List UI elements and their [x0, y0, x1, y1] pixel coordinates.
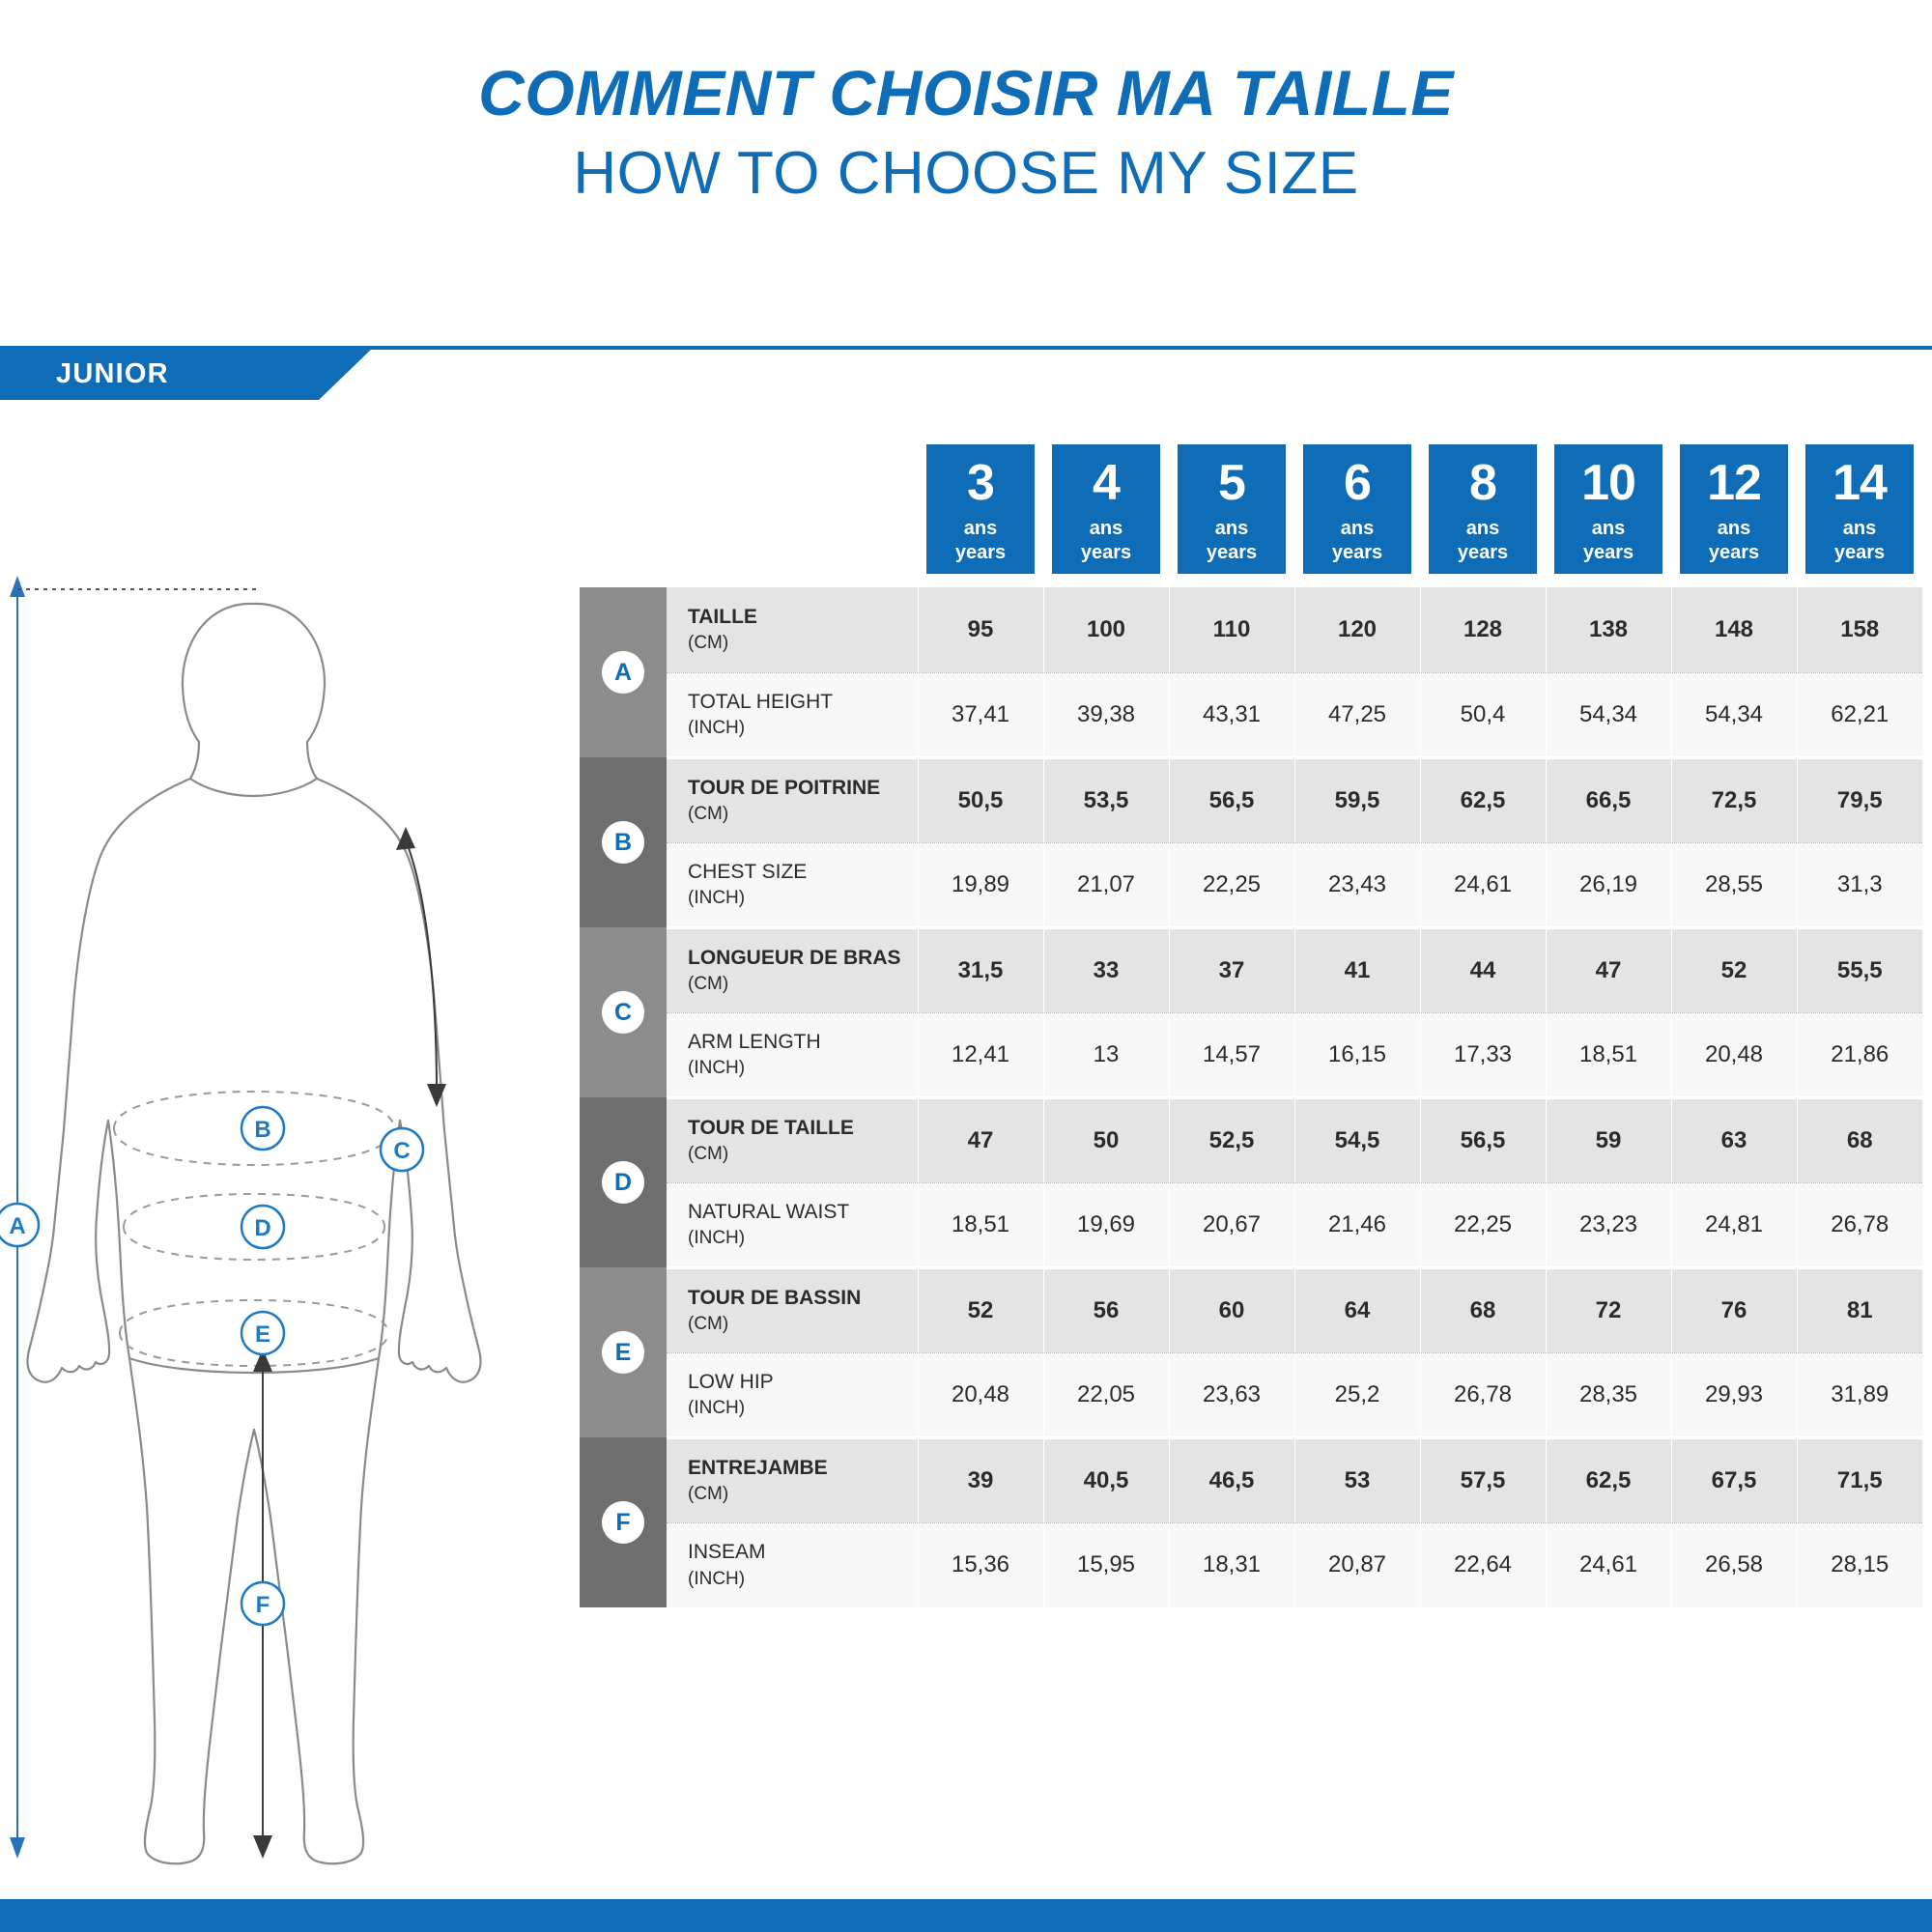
page-title-en: HOW TO CHOOSE MY SIZE [573, 139, 1359, 207]
age-box [1805, 444, 1914, 574]
age-unit-en: years [1582, 542, 1634, 563]
measurement-value: 40,5 [1043, 1437, 1169, 1522]
measurement-value: 43,31 [1169, 672, 1294, 757]
age-number: 3 [967, 455, 994, 511]
measurement-unit: (CM) [688, 803, 729, 824]
measurement-value: 62,21 [1797, 672, 1922, 757]
measurement-value: 26,19 [1546, 842, 1671, 927]
band-tab-slant [319, 346, 375, 400]
measurement-value: 37,41 [918, 672, 1043, 757]
age-column-header [1043, 444, 1169, 587]
measurement-value: 67,5 [1671, 1437, 1797, 1522]
measurement-value: 39 [918, 1437, 1043, 1522]
age-unit-en: years [1080, 542, 1132, 563]
age-column-header [918, 444, 1043, 587]
measurement-value: 53 [1294, 1437, 1420, 1522]
measurement-value: 46,5 [1169, 1437, 1294, 1522]
measurement-unit: (INCH) [688, 1397, 746, 1418]
measurement-value: 20,48 [918, 1352, 1043, 1437]
measurement-value: 24,61 [1546, 1522, 1671, 1607]
measurement-value: 50,5 [918, 757, 1043, 842]
measurement-label-cell [667, 1437, 918, 1522]
measurement-value: 47 [918, 1097, 1043, 1182]
age-box [1429, 444, 1537, 574]
measurement-value: 52 [918, 1267, 1043, 1352]
measurement-value: 14,57 [1169, 1012, 1294, 1097]
spacer-cell [580, 444, 667, 587]
measurement-value: 148 [1671, 587, 1797, 672]
measurement-value: 44 [1420, 927, 1546, 1012]
measurement-value: 52,5 [1169, 1097, 1294, 1182]
age-box [1178, 444, 1286, 574]
measurement-unit: (CM) [688, 1483, 729, 1504]
measurement-value: 28,55 [1671, 842, 1797, 927]
measurement-value: 19,89 [918, 842, 1043, 927]
measurement-value: 28,15 [1797, 1522, 1922, 1607]
measurement-value: 72 [1546, 1267, 1671, 1352]
measurement-value: 22,05 [1043, 1352, 1169, 1437]
age-column-header [1169, 444, 1294, 587]
age-unit-fr: ans [1591, 518, 1626, 539]
age-number: 6 [1344, 455, 1371, 511]
measurement-value: 50,4 [1420, 672, 1546, 757]
measurement-value: 68 [1420, 1267, 1546, 1352]
measurement-value: 18,51 [1546, 1012, 1671, 1097]
measurement-value: 110 [1169, 587, 1294, 672]
measurement-letter-cell [580, 587, 667, 757]
measurement-value: 54,5 [1294, 1097, 1420, 1182]
category-band [0, 346, 1932, 400]
measurement-letter-badge: C [602, 991, 644, 1034]
measurement-value: 21,86 [1797, 1012, 1922, 1097]
measurement-value: 26,78 [1420, 1352, 1546, 1437]
measurement-value: 20,48 [1671, 1012, 1797, 1097]
measurement-letter-badge: F [602, 1501, 644, 1544]
measurement-row [580, 1267, 1922, 1352]
measurement-value: 21,07 [1043, 842, 1169, 927]
measurement-value: 15,36 [918, 1522, 1043, 1607]
measurement-value: 72,5 [1671, 757, 1797, 842]
measurement-value: 18,51 [918, 1182, 1043, 1267]
measurement-value: 79,5 [1797, 757, 1922, 842]
measurement-name: TOTAL HEIGHT [688, 690, 834, 713]
measurement-row [580, 1182, 1922, 1267]
measurement-unit: (INCH) [688, 1227, 746, 1248]
measurement-value: 12,41 [918, 1012, 1043, 1097]
measurement-value: 22,64 [1420, 1522, 1546, 1607]
measurement-value: 66,5 [1546, 757, 1671, 842]
measurement-value: 25,2 [1294, 1352, 1420, 1437]
measurement-name: INSEAM [688, 1541, 766, 1564]
measurement-row [580, 842, 1922, 927]
measurement-row [580, 587, 1922, 672]
measurement-value: 81 [1797, 1267, 1922, 1352]
measurement-value: 23,43 [1294, 842, 1420, 927]
measurement-name: TOUR DE BASSIN [688, 1286, 862, 1309]
measurement-label-cell [667, 1182, 918, 1267]
measurement-value: 28,35 [1546, 1352, 1671, 1437]
age-unit-fr: ans [963, 518, 998, 539]
measurement-value: 59,5 [1294, 757, 1420, 842]
measurement-value: 31,5 [918, 927, 1043, 1012]
measurement-name: ENTREJAMBE [688, 1456, 828, 1479]
age-unit-fr: ans [1214, 518, 1249, 539]
measurement-unit: (INCH) [688, 887, 746, 908]
measurement-row [580, 672, 1922, 757]
measurement-letter-cell [580, 1437, 667, 1607]
size-table [580, 444, 1922, 1607]
measurement-letter-badge: E [602, 1331, 644, 1374]
age-unit-en: years [1457, 542, 1509, 563]
measurement-label-cell [667, 1522, 918, 1607]
measurement-unit: (INCH) [688, 1057, 746, 1078]
measurement-name: LOW HIP [688, 1370, 774, 1393]
measurement-row [580, 1012, 1922, 1097]
age-unit-en: years [1331, 542, 1383, 563]
measurement-value: 128 [1420, 587, 1546, 672]
measurement-value: 24,61 [1420, 842, 1546, 927]
measurement-row [580, 1097, 1922, 1182]
category-label: JUNIOR [56, 358, 169, 389]
svg-text:F: F [255, 1592, 270, 1618]
measurement-unit: (CM) [688, 973, 729, 994]
measurement-value: 56,5 [1420, 1097, 1546, 1182]
measurement-row [580, 927, 1922, 1012]
measurement-value: 39,38 [1043, 672, 1169, 757]
measurement-value: 37 [1169, 927, 1294, 1012]
measurement-name: CHEST SIZE [688, 860, 808, 883]
age-number: 5 [1218, 455, 1245, 511]
measurement-value: 95 [918, 587, 1043, 672]
svg-text:C: C [393, 1138, 411, 1164]
measurement-label-cell [667, 1097, 918, 1182]
measurement-value: 33 [1043, 927, 1169, 1012]
measurement-label-cell [667, 1267, 918, 1352]
size-table-wrapper [580, 444, 1932, 1607]
age-box [1554, 444, 1662, 574]
measurement-value: 23,63 [1169, 1352, 1294, 1437]
measurement-value: 52 [1671, 927, 1797, 1012]
measurement-letter-badge: B [602, 821, 644, 864]
measurement-value: 22,25 [1169, 842, 1294, 927]
measurement-value: 22,25 [1420, 1182, 1546, 1267]
measurement-unit: (INCH) [688, 1568, 746, 1589]
measurement-value: 76 [1671, 1267, 1797, 1352]
measurement-value: 21,46 [1294, 1182, 1420, 1267]
measurement-value: 24,81 [1671, 1182, 1797, 1267]
age-column-header [1420, 444, 1546, 587]
age-number: 10 [1581, 455, 1635, 511]
measurement-value: 64 [1294, 1267, 1420, 1352]
measurement-letter-cell [580, 1267, 667, 1437]
svg-text:B: B [254, 1117, 271, 1143]
measurement-value: 26,78 [1797, 1182, 1922, 1267]
age-unit-en: years [1708, 542, 1760, 563]
age-header-row [580, 444, 1922, 587]
age-number: 14 [1833, 455, 1887, 511]
measurement-value: 26,58 [1671, 1522, 1797, 1607]
measurement-value: 53,5 [1043, 757, 1169, 842]
measurement-value: 47,25 [1294, 672, 1420, 757]
measurement-letter-cell [580, 1097, 667, 1267]
measurement-unit: (INCH) [688, 717, 746, 738]
spacer-cell [667, 444, 918, 587]
age-column-header [1294, 444, 1420, 587]
measurement-value: 23,23 [1546, 1182, 1671, 1267]
measurement-value: 60 [1169, 1267, 1294, 1352]
measurement-name: TOUR DE TAILLE [688, 1116, 854, 1139]
age-unit-en: years [1206, 542, 1258, 563]
measurement-value: 158 [1797, 587, 1922, 672]
age-unit-en: years [954, 542, 1007, 563]
page-header [0, 0, 1932, 211]
measurement-value: 138 [1546, 587, 1671, 672]
measurement-value: 62,5 [1546, 1437, 1671, 1522]
age-column-header [1546, 444, 1671, 587]
measurement-value: 54,34 [1671, 672, 1797, 757]
measurement-value: 120 [1294, 587, 1420, 672]
measurement-name: ARM LENGTH [688, 1030, 821, 1053]
svg-text:D: D [254, 1215, 271, 1241]
age-box [926, 444, 1035, 574]
measurement-row [580, 1352, 1922, 1437]
measurement-value: 59 [1546, 1097, 1671, 1182]
measurement-value: 56 [1043, 1267, 1169, 1352]
measurement-value: 29,93 [1671, 1352, 1797, 1437]
body-diagram [0, 551, 580, 1903]
svg-text:A: A [9, 1213, 26, 1239]
measurement-label-cell [667, 1352, 918, 1437]
measurement-row [580, 1522, 1922, 1607]
age-unit-fr: ans [1089, 518, 1123, 539]
measurement-value: 31,89 [1797, 1352, 1922, 1437]
measurement-value: 71,5 [1797, 1437, 1922, 1522]
measurement-label-cell [667, 587, 918, 672]
measurement-value: 20,67 [1169, 1182, 1294, 1267]
measurement-value: 63 [1671, 1097, 1797, 1182]
measurement-label-cell [667, 1012, 918, 1097]
measurement-row [580, 1437, 1922, 1522]
page-title-fr: COMMENT CHOISIR MA TAILLE [478, 57, 1454, 128]
measurement-label-cell [667, 842, 918, 927]
age-number: 4 [1093, 455, 1120, 511]
measurement-value: 56,5 [1169, 757, 1294, 842]
measurement-letter-cell [580, 757, 667, 927]
measurement-label-cell [667, 927, 918, 1012]
measurement-value: 54,34 [1546, 672, 1671, 757]
footer-bar [0, 1899, 1932, 1932]
measurement-row [580, 757, 1922, 842]
measurement-value: 57,5 [1420, 1437, 1546, 1522]
age-box [1052, 444, 1160, 574]
measurement-value: 68 [1797, 1097, 1922, 1182]
measurement-value: 15,95 [1043, 1522, 1169, 1607]
measurement-label-cell [667, 672, 918, 757]
age-unit-fr: ans [1842, 518, 1877, 539]
measurement-name: LONGUEUR DE BRAS [688, 946, 901, 969]
measurement-value: 16,15 [1294, 1012, 1420, 1097]
measurement-unit: (CM) [688, 633, 729, 654]
measurement-unit: (CM) [688, 1143, 729, 1164]
age-box [1680, 444, 1788, 574]
measurement-name: NATURAL WAIST [688, 1200, 850, 1223]
measurement-value: 18,31 [1169, 1522, 1294, 1607]
measurement-value: 17,33 [1420, 1012, 1546, 1097]
age-unit-fr: ans [1717, 518, 1751, 539]
measurement-unit: (CM) [688, 1313, 729, 1334]
age-unit-en: years [1833, 542, 1886, 563]
measurement-value: 50 [1043, 1097, 1169, 1182]
measurement-letter-badge: D [602, 1161, 644, 1204]
age-unit-fr: ans [1465, 518, 1500, 539]
measurement-letter-badge: A [602, 651, 644, 694]
measurement-value: 19,69 [1043, 1182, 1169, 1267]
measurement-value: 62,5 [1420, 757, 1546, 842]
measurement-label-cell [667, 757, 918, 842]
measurement-value: 31,3 [1797, 842, 1922, 927]
measurement-value: 41 [1294, 927, 1420, 1012]
measurement-value: 47 [1546, 927, 1671, 1012]
measurement-value: 13 [1043, 1012, 1169, 1097]
measurement-value: 100 [1043, 587, 1169, 672]
measurement-letter-cell [580, 927, 667, 1097]
measurement-value: 55,5 [1797, 927, 1922, 1012]
measurement-value: 20,87 [1294, 1522, 1420, 1607]
svg-text:E: E [254, 1321, 271, 1348]
age-unit-fr: ans [1340, 518, 1375, 539]
age-number: 8 [1469, 455, 1496, 511]
measurement-name: TAILLE [688, 605, 757, 628]
age-column-header [1671, 444, 1797, 587]
age-number: 12 [1707, 455, 1761, 511]
age-column-header [1797, 444, 1922, 587]
measurement-name: TOUR DE POITRINE [688, 776, 881, 799]
age-box [1303, 444, 1411, 574]
